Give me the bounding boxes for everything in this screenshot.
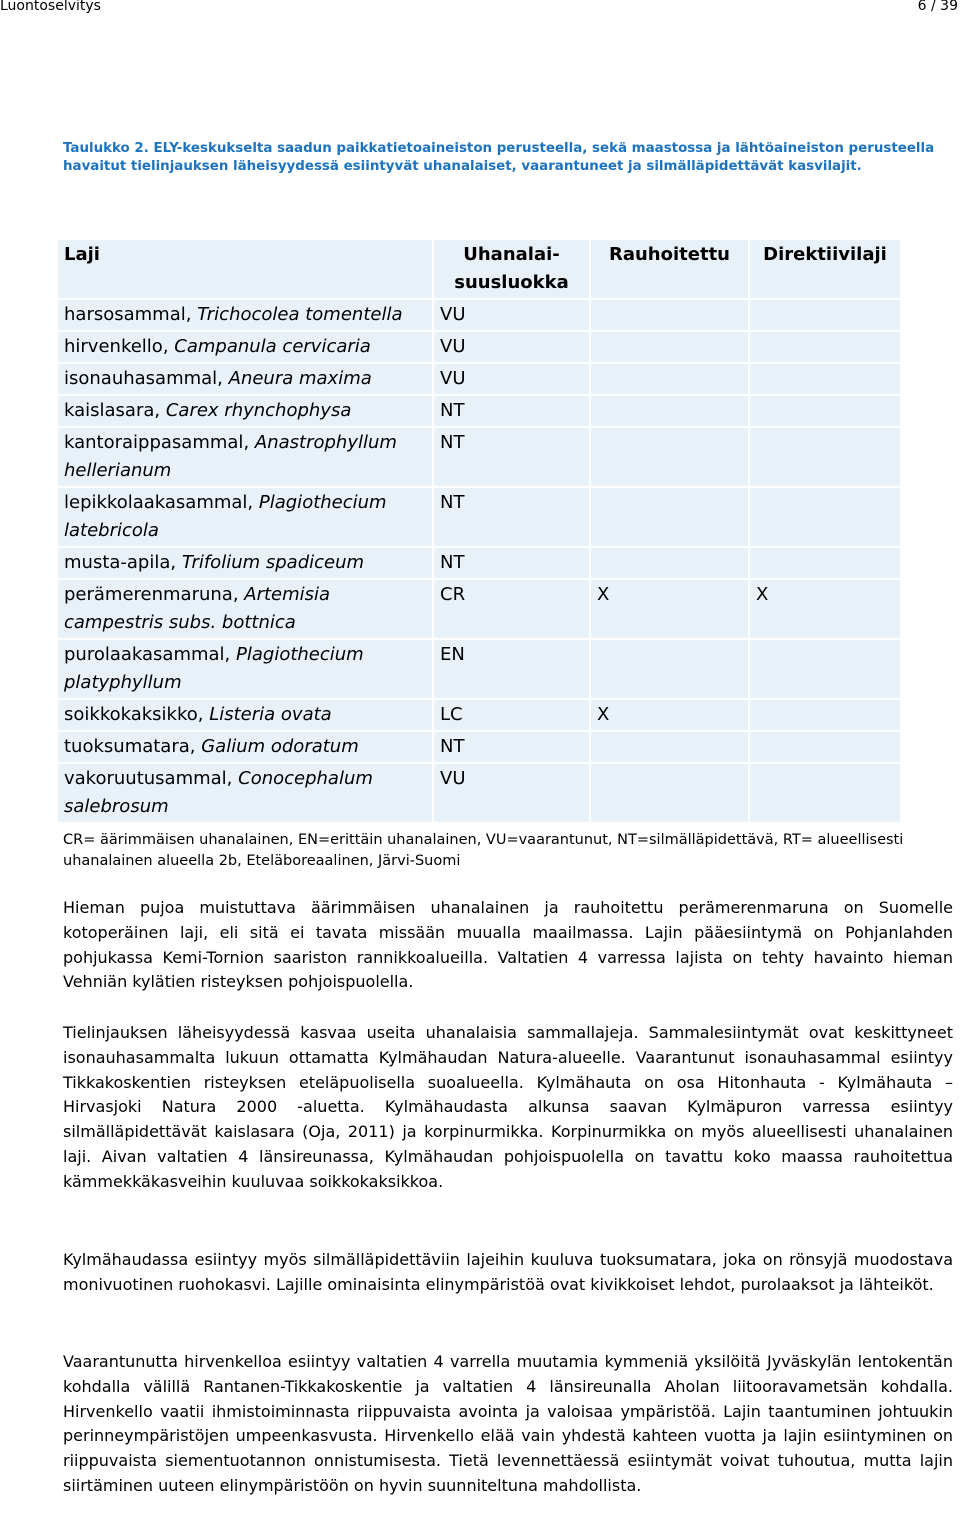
species-common-name: soikkokaksikko,: [64, 704, 210, 725]
species-latin-name: Plagiothecium platyphyllum: [64, 644, 364, 693]
paragraph-peramerenmaruna: Hieman pujoa muistuttava äärimmäisen uhanalainen ja rauhoitettu perämerenmaruna on Suomelle kotoperäinen laji, eli sitä ei tavata missään muualla maailmassa. Lajin pääesiintymä on Pohjanlahden pohjukassa Kemi-Tornion saariston rannikkoalueilla. Valtatien 4 varressa lajista on tehty havainto hieman Vehniän kylätien risteyksen pohjoispuolella.: [63, 898, 953, 992]
species-common-name: isonauhasammal,: [64, 368, 229, 389]
threat-category-cell: NT: [433, 487, 590, 547]
header-direktiivilaji: Direktiivilaji: [749, 239, 901, 299]
directive-cell: [749, 699, 901, 731]
paragraph-tuoksumatara: Kylmähaudassa esiintyy myös silmälläpidettäviin lajeihin kuuluva tuoksumatara, joka on rönsyjä muodostava monivuotinen ruohokasvi. Lajille ominaisinta elinympäristöä ovat kivikkoiset lehdot, purolaaksot ja lähteiköt.: [63, 1250, 953, 1294]
protected-cell: [590, 731, 749, 763]
species-latin-name: Anastrophyllum hellerianum: [64, 432, 397, 481]
paragraph-hirvenkello: Vaarantunutta hirvenkelloa esiintyy valtatien 4 varrella muutamia kymmeniä yksilöitä Jyväskylän lentokentän kohdalla välillä Rantanen-Tikkakoskentie ja valtatien 4 länsireunalla Aholan liitooravametsän kohdalla. Hirvenkello vaatii ihmistoiminnasta riippuvaista avointa ja valoisaa ympäristöä. Lajin taantuminen johtuukin perinneympäristöjen umpeenkasvusta. Hirvenkello elää vain yhdestä kahteen vuotta ja lajin esiintyminen on riippuvaista siementuotannon onnistumisesta. Tietä levennettäessä esiintymät voivat tuhoutua, mutta lajin siirtäminen uuteen elinympäristöön on hyvin suunniteltuna mahdollista.: [63, 1352, 953, 1495]
protected-cell: [590, 299, 749, 331]
protected-cell: [590, 639, 749, 699]
species-name-cell: [57, 639, 433, 699]
directive-cell: X: [749, 579, 901, 639]
protected-cell: [590, 547, 749, 579]
species-common-name: harsosammal,: [64, 304, 198, 325]
species-name-cell: [57, 763, 433, 823]
document-header-title: Luontoselvitys: [0, 0, 101, 14]
directive-cell: [749, 639, 901, 699]
table-row: [57, 731, 901, 763]
species-latin-name: Listeria ovata: [209, 704, 332, 725]
threat-category-cell: LC: [433, 699, 590, 731]
threat-category-cell: CR: [433, 579, 590, 639]
protected-cell: [590, 427, 749, 487]
threat-category-cell: NT: [433, 427, 590, 487]
protected-cell: [590, 487, 749, 547]
directive-cell: [749, 363, 901, 395]
directive-cell: [749, 331, 901, 363]
directive-cell: [749, 487, 901, 547]
species-name-cell: [57, 427, 433, 487]
table-row: [57, 699, 901, 731]
threat-category-cell: VU: [433, 363, 590, 395]
table-row: [57, 395, 901, 427]
species-latin-name: Aneura maxima: [228, 368, 372, 389]
species-latin-name: Conocephalum salebrosum: [64, 768, 373, 817]
table-row: [57, 487, 901, 547]
header-uhanalaisuusluokka: [433, 239, 590, 299]
directive-cell: [749, 547, 901, 579]
table-row: [57, 639, 901, 699]
protected-cell: [590, 763, 749, 823]
table-row: [57, 579, 901, 639]
species-common-name: lepikkolaakasammal,: [64, 492, 259, 513]
table-row: [57, 363, 901, 395]
table-row: [57, 547, 901, 579]
species-latin-name: Plagiothecium latebricola: [64, 492, 387, 541]
table-row: [57, 763, 901, 823]
species-name-cell: [57, 547, 433, 579]
species-common-name: perämerenmaruna,: [64, 584, 245, 605]
table-caption: Taulukko 2. ELY-keskukselta saadun paikkatietoaineiston perusteella, sekä maastossa ja lähtöaineiston perusteella havaitut tielinjauksen läheisyydessä esiintyvät uhanalaiset, vaarantuneet ja silmälläpidettävät kasvilajit.: [63, 141, 935, 174]
species-name-cell: [57, 395, 433, 427]
threat-category-cell: NT: [433, 395, 590, 427]
species-latin-name: Trifolium spadiceum: [181, 552, 365, 573]
header-uhanalaisuusluokka-label: Uhanalai-suusluokka: [454, 244, 569, 293]
species-name-cell: [57, 579, 433, 639]
threat-category-cell: EN: [433, 639, 590, 699]
threat-category-cell: VU: [433, 299, 590, 331]
species-common-name: musta-apila,: [64, 552, 182, 573]
protected-cell: [590, 395, 749, 427]
species-common-name: purolaakasammal,: [64, 644, 237, 665]
header-laji: Laji: [57, 239, 433, 299]
species-latin-name: Artemisia campestris subs. bottnica: [64, 584, 331, 633]
species-latin-name: Trichocolea tomentella: [197, 304, 403, 325]
species-common-name: tuoksumatara,: [64, 736, 202, 757]
species-common-name: vakoruutusammal,: [64, 768, 239, 789]
table-row: [57, 299, 901, 331]
species-name-cell: [57, 363, 433, 395]
threat-category-cell: VU: [433, 331, 590, 363]
paragraph-sammallajit: Tielinjauksen läheisyydessä kasvaa useita uhanalaisia sammallajeja. Sammalesiintymät ovat keskittyneet isonauhasammalta lukuun ottamatta Kylmähaudan Natura-alueelle. Vaarantunut isonauhasammal esiintyy Tikkakoskentien risteyksen eteläpuolisella suoalueella. Kylmähauta on osa Hitonhauta - Kylmähauta – Hirvasjoki Natura 2000 -aluetta. Kylmähaudasta alkunsa saavan Kylmäpuron varressa esiintyy silmälläpidettävät kaislasara (Oja, 2011) ja korpinurmikka. Korpinurmikka on myös alueellisesti uhanalainen laji. Aivan valtatien 4 länsireunassa, Kylmähaudan pohjoispuolella on tavattu koko maassa rauhoitettua kämmekkäkasveihin kuuluvaa soikkokaksikkoa.: [63, 1023, 953, 1191]
header-rauhoitettu: Rauhoitettu: [590, 239, 749, 299]
threat-category-cell: NT: [433, 547, 590, 579]
species-name-cell: [57, 699, 433, 731]
species-name-cell: [57, 731, 433, 763]
directive-cell: [749, 731, 901, 763]
directive-cell: [749, 763, 901, 823]
page-number: 6 / 39: [917, 0, 958, 14]
table-row: [57, 427, 901, 487]
species-name-cell: [57, 487, 433, 547]
table-header-row: [57, 239, 901, 299]
protected-cell: X: [590, 699, 749, 731]
species-latin-name: Galium odoratum: [201, 736, 359, 757]
threat-category-cell: VU: [433, 763, 590, 823]
protected-cell: [590, 331, 749, 363]
species-latin-name: Campanula cervicaria: [174, 336, 371, 357]
species-common-name: hirvenkello,: [64, 336, 175, 357]
species-common-name: kantoraippasammal,: [64, 432, 255, 453]
protected-cell: X: [590, 579, 749, 639]
directive-cell: [749, 395, 901, 427]
directive-cell: [749, 427, 901, 487]
table-row: [57, 331, 901, 363]
species-name-cell: [57, 299, 433, 331]
species-table: [56, 238, 902, 824]
directive-cell: [749, 299, 901, 331]
table-legend: CR= äärimmäisen uhanalainen, EN=erittäin uhanalainen, VU=vaarantunut, NT=silmälläpidettävä, RT= alueellisesti uhanalainen alueella 2b, Eteläboreaalinen, Järvi-Suomi: [63, 832, 904, 869]
species-common-name: kaislasara,: [64, 400, 166, 421]
species-name-cell: [57, 331, 433, 363]
threat-category-cell: NT: [433, 731, 590, 763]
species-table-body: [57, 299, 901, 823]
species-latin-name: Carex rhynchophysa: [165, 400, 352, 421]
protected-cell: [590, 363, 749, 395]
